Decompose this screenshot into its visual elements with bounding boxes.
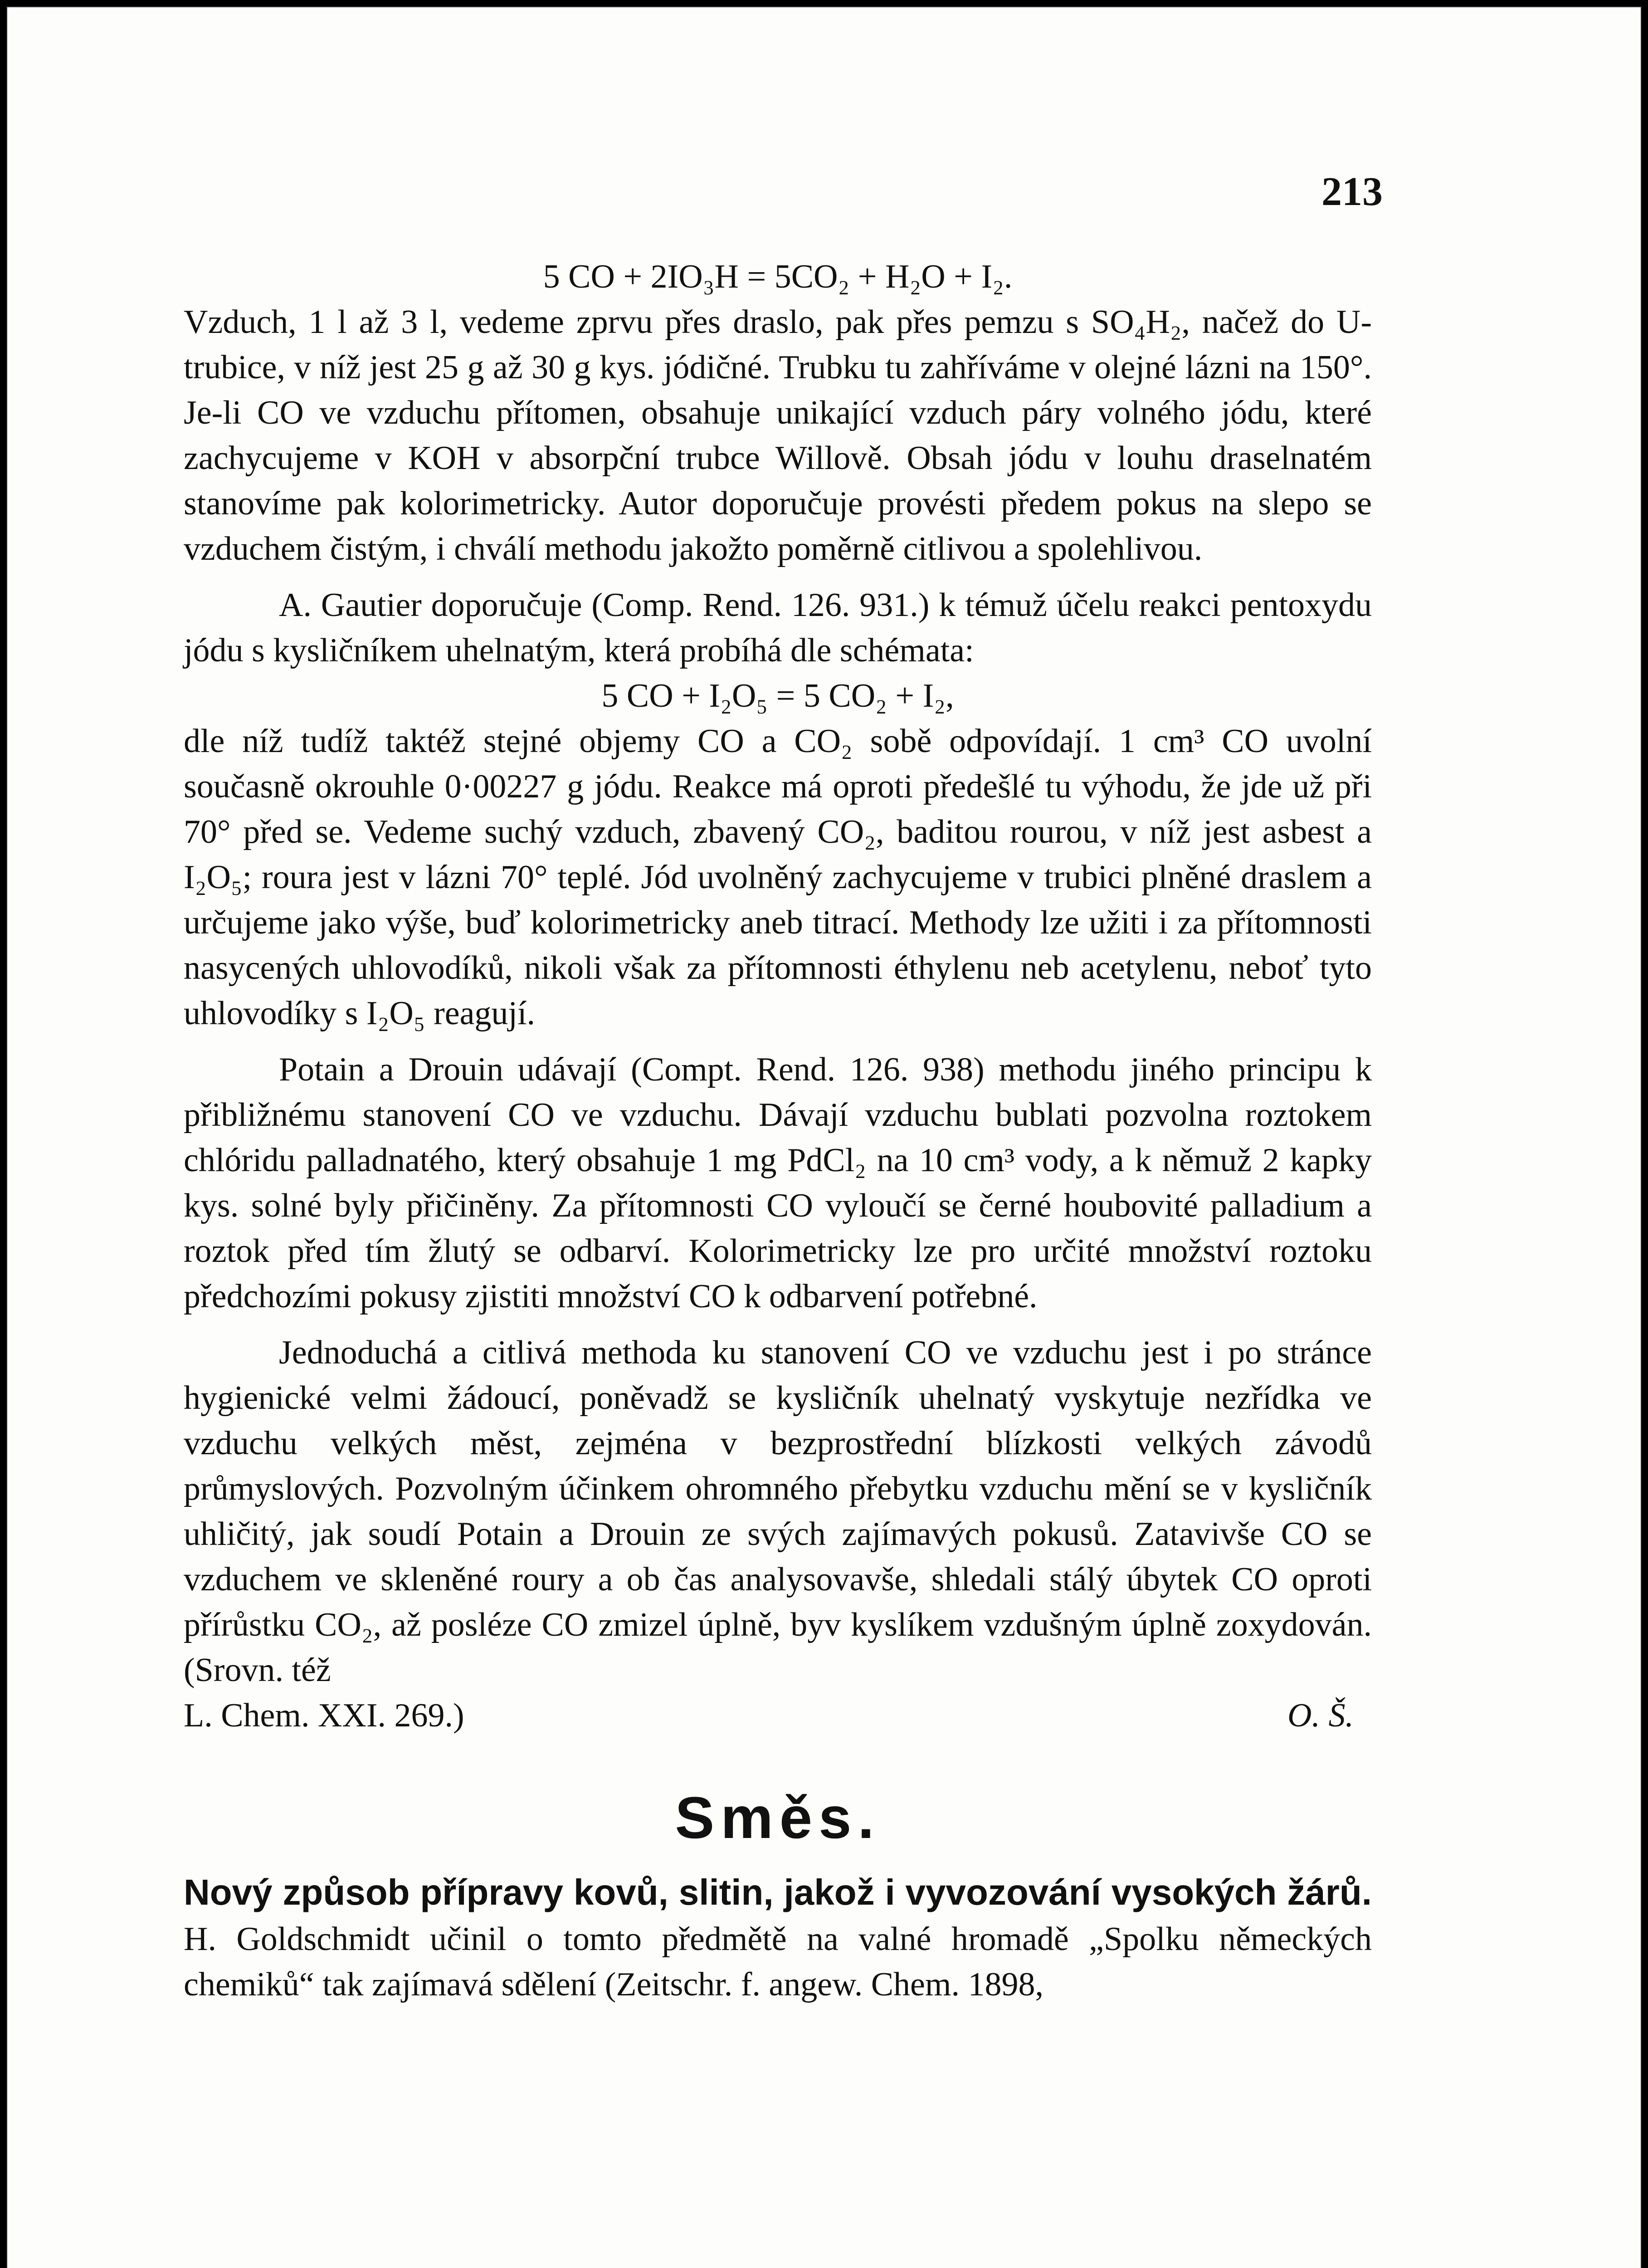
paragraph-2: A. Gautier doporučuje (Comp. Rend. 126. 931.) k témuž účelu reakci pentoxydu jódu s kysličníkem uhelnatým, která probíhá dle schémata: (184, 587, 1372, 669)
article-heading: Nový způsob přípravy kovů, slitin, jakož i vyvozování vysokých žárů. (184, 1872, 1372, 1912)
author-signature: O. Š. (1287, 1697, 1354, 1734)
paragraph-6 (184, 1870, 1372, 2007)
equation-1: 5 CO + 2IO₃H = 5CO₂ + H₂O + I₂. (543, 258, 1013, 295)
reference-end: L. Chem. XXI. 269.) (184, 1697, 464, 1734)
section-title: Směs. (675, 1784, 881, 1851)
reference-line (184, 1693, 1372, 1738)
paragraph-5: Jednoduchá a citlivá methoda ku stanovení CO ve vzduchu jest i po stránce hygienické velmi žádoucí, poněvadž se kysličník uhelnatý vyskytuje nezřídka ve vzduchu velkých měst, zejména v bezprostřední blízkosti velkých závodů průmyslových. Pozvolným účinkem ohromného přebytku vzduchu mění se v kysličník uhličitý, jak soudí Potain a Drouin ze svých zajímavých pokusů. Zatavivše CO se vzduchem ve skleněné roury a ob čas analysovavše, shledali stálý úbytek CO oproti přírůstku CO₂, až posléze CO zmizel úplně, byv kyslíkem vzdušným úplně zoxydován. (Srovn. též (184, 1334, 1372, 1689)
paragraph-1: Vzduch, 1 l až 3 l, vedeme zprvu přes draslo, pak přes pemzu s SO₄H₂, načež do U-trubice, v níž jest 25 g až 30 g kys. jódičné. Trubku tu zahříváme v olejné lázni na 150°. Je-li CO ve vzduchu přítomen, obsahuje unikající vzduch páry volného jódu, které zachycujeme v KOH v absorpční trubce Willově. Obsah jódu v louhu draselnatém stanovíme pak kolorimetricky. Autor doporučuje provésti předem pokus na slepo se vzduchem čistým, i chválí methodu jakožto poměrně citlivou a spolehlivou. (184, 303, 1372, 567)
page-number: 213 (1321, 169, 1383, 214)
equation-2: 5 CO + I₂O₅ = 5 CO₂ + I₂, (601, 677, 954, 714)
body-text (184, 254, 1372, 2007)
article-text: H. Goldschmidt učinil o tomto předmětě na valné hromadě „Spolku německých chemiků“ tak zajímavá sdělení (Zeitschr. f. angew. Chem. 1898, (184, 1921, 1372, 2003)
paragraph-3: dle níž tudíž taktéž stejné objemy CO a CO₂ sobě odpovídají. 1 cm³ CO uvolní současně okrouhle 0·00227 g jódu. Reakce má oproti předešlé tu výhodu, že jde už při 70° před se. Vedeme suchý vzduch, zbavený CO₂, baditou rourou, v níž jest asbest a I₂O₅; roura jest v lázni 70° teplé. Jód uvolněný zachycujeme v trubici plněné draslem a určujeme jako výše, buď kolorimetricky aneb titrací. Methody lze užiti i za přítomnosti nasycených uhlovodíků, nikoli však za přítomnosti éthylenu neb acetylenu, neboť tyto uhlovodíky s I₂O₅ reagují. (184, 723, 1372, 1032)
paragraph-4: Potain a Drouin udávají (Compt. Rend. 126. 938) methodu jiného principu k přibližnému stanovení CO ve vzduchu. Dávají vzduchu bublati pozvolna roztokem chlóridu palladnatého, který obsahuje 1 mg PdCl₂ na 10 cm³ vody, a k němuž 2 kapky kys. solné byly přičiněny. Za přítomnosti CO vyloučí se černé houbovité palladium a roztok před tím žlutý se odbarví. Kolorimetricky lze pro určité množství roztoku předchozími pokusy zjistiti množství CO k odbarvení potřebné. (184, 1051, 1372, 1315)
